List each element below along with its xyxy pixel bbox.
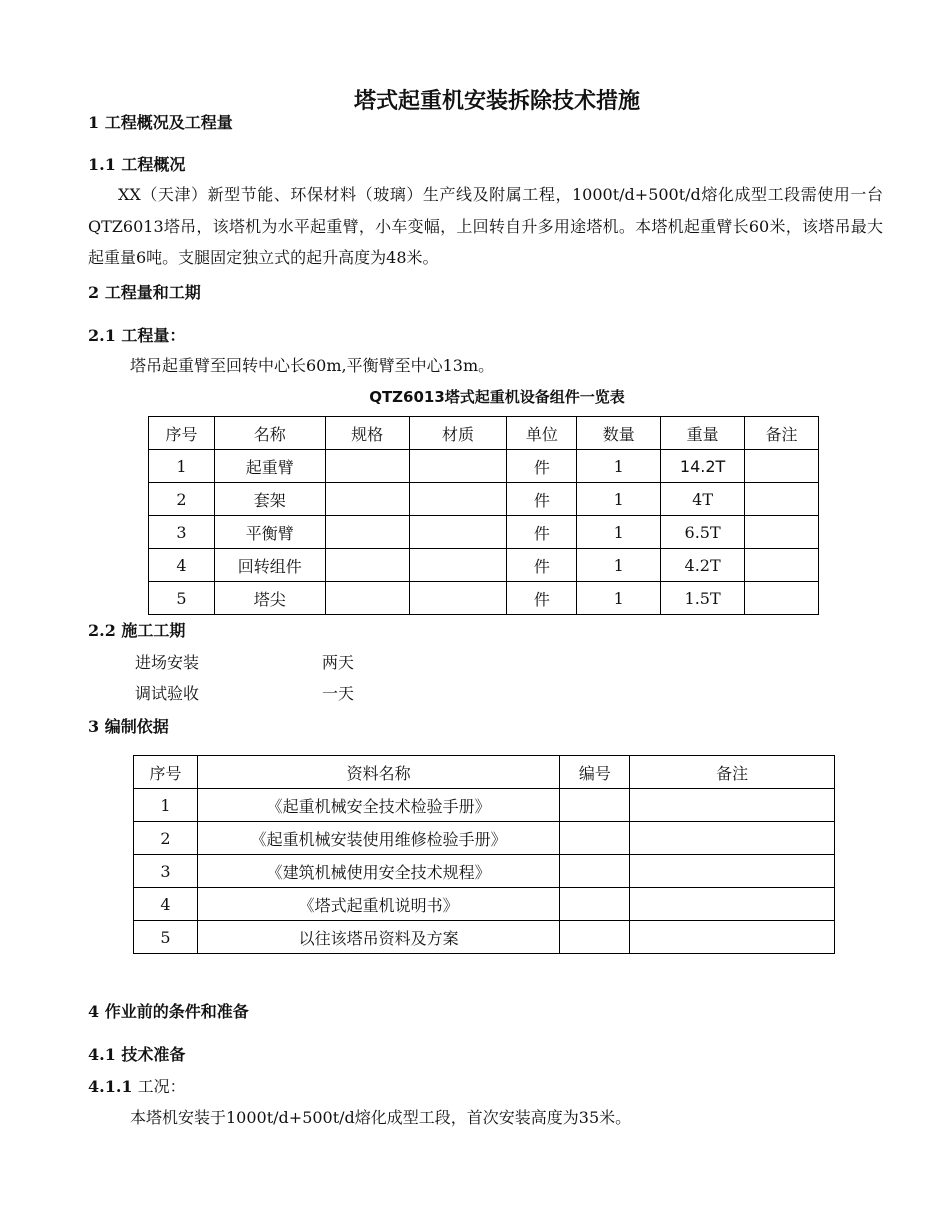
schedule-value: 两天	[322, 653, 355, 672]
table2-header-cell: 备注	[630, 756, 835, 789]
table2-cell: 2	[134, 822, 198, 855]
section-2-1-heading: 2.1 工程量：	[88, 326, 186, 345]
section-4-heading: 4 作业前的条件和准备	[88, 1002, 249, 1021]
table1-cell: 平衡臂	[214, 516, 325, 549]
section-1-heading: 1 工程概况及工程量	[88, 113, 233, 132]
table-row	[134, 855, 835, 888]
table2-header-cell: 编号	[560, 756, 630, 789]
table2-cell	[560, 921, 630, 954]
section-4-1-heading: 4.1 技术准备	[88, 1045, 186, 1064]
table1-cell: 5	[149, 582, 215, 615]
table1-cell: 6.5T	[661, 516, 745, 549]
table-row	[134, 789, 835, 822]
table1-cell	[745, 516, 819, 549]
table2-cell: 3	[134, 855, 198, 888]
table1-cell: 件	[507, 516, 577, 549]
table1-cell: 14.2T	[661, 450, 745, 483]
table1-header-cell: 材质	[409, 417, 507, 450]
table1-cell	[325, 450, 409, 483]
section-2-heading: 2 工程量和工期	[88, 283, 201, 302]
table1-cell: 1	[577, 549, 661, 582]
table1-cell: 1	[577, 582, 661, 615]
components-table	[148, 416, 819, 615]
table2-cell	[560, 789, 630, 822]
table2-cell	[630, 822, 835, 855]
table2-header-row	[134, 756, 835, 789]
table2-cell: 《建筑机械使用安全技术规程》	[197, 855, 559, 888]
section-4-1-1-heading	[88, 1074, 186, 1097]
section-4-1-1-text: 本塔机安装于1000t/d+500t/d熔化成型工段，首次安装高度为35米。	[130, 1108, 632, 1127]
table-row	[149, 516, 819, 549]
table1-cell	[325, 483, 409, 516]
table-row	[134, 921, 835, 954]
table1-cell: 回转组件	[214, 549, 325, 582]
table1-cell: 4T	[661, 483, 745, 516]
table1-cell	[325, 582, 409, 615]
table2-cell	[560, 855, 630, 888]
section-3-heading: 3 编制依据	[88, 717, 169, 736]
section-1-1-paragraph: XX（天津）新型节能、环保材料（玻璃）生产线及附属工程，1000t/d+500t/d熔化成型工段需使用一台QTZ6013塔吊，该塔机为水平起重臂，小车变幅，上回转自升多用途塔机。本塔机起重臂长60米，该塔吊最大起重量6吨。支腿固定独立式的起升高度为48米。	[88, 185, 883, 267]
table1-cell	[409, 516, 507, 549]
table1-cell: 4	[149, 549, 215, 582]
table1-cell: 1	[577, 483, 661, 516]
table1-cell: 2	[149, 483, 215, 516]
table1-cell: 3	[149, 516, 215, 549]
table1-cell: 件	[507, 549, 577, 582]
section-4-1-1-label: 工况：	[137, 1077, 186, 1096]
table2-cell: 《起重机械安装使用维修检验手册》	[197, 822, 559, 855]
table1-cell: 1	[577, 516, 661, 549]
schedule-value: 一天	[322, 684, 355, 703]
table2-cell	[630, 789, 835, 822]
table1-cell: 起重臂	[214, 450, 325, 483]
table1-cell: 件	[507, 483, 577, 516]
table1-cell: 套架	[214, 483, 325, 516]
table2-cell: 4	[134, 888, 198, 921]
table1-cell	[745, 549, 819, 582]
table-row	[134, 888, 835, 921]
table1-header-cell: 备注	[745, 417, 819, 450]
table2-cell: 以往该塔吊资料及方案	[197, 921, 559, 954]
section-4-1-1-number: 4.1.1	[88, 1077, 133, 1096]
table-row	[134, 822, 835, 855]
table1-cell	[745, 483, 819, 516]
table2-cell: 《起重机械安全技术检验手册》	[197, 789, 559, 822]
table-row	[149, 483, 819, 516]
table1-header-cell: 单位	[507, 417, 577, 450]
table2-cell	[630, 855, 835, 888]
table1-cell	[745, 582, 819, 615]
table1-cell: 4.2T	[661, 549, 745, 582]
table2-cell	[560, 888, 630, 921]
schedule-label: 进场安装	[135, 653, 200, 672]
table1-header-cell: 名称	[214, 417, 325, 450]
table2-cell: 5	[134, 921, 198, 954]
table1-cell	[409, 450, 507, 483]
table-row	[149, 549, 819, 582]
table1-header-cell: 规格	[325, 417, 409, 450]
section-2-1-text: 塔吊起重臂至回转中心长60m,平衡臂至中心13m。	[130, 356, 495, 375]
table1-cell	[409, 483, 507, 516]
table1-cell	[409, 549, 507, 582]
table1-cell: 塔尖	[214, 582, 325, 615]
table1-cell: 1.5T	[661, 582, 745, 615]
table1-cell	[325, 549, 409, 582]
table2-cell: 《塔式起重机说明书》	[197, 888, 559, 921]
document-title: 塔式起重机安装拆除技术措施	[353, 89, 640, 114]
table1-cell: 1	[149, 450, 215, 483]
table1-cell	[325, 516, 409, 549]
table1-header-cell: 重量	[661, 417, 745, 450]
table2-cell	[630, 888, 835, 921]
table1-caption: QTZ6013塔式起重机设备组件一览表	[369, 388, 625, 406]
table1-header-cell: 数量	[577, 417, 661, 450]
table-row	[149, 582, 819, 615]
schedule-label: 调试验收	[135, 684, 200, 703]
table1-cell: 1	[577, 450, 661, 483]
table1-cell	[745, 450, 819, 483]
table1-cell	[409, 582, 507, 615]
table-row	[149, 450, 819, 483]
table1-cell: 件	[507, 582, 577, 615]
table2-cell	[630, 921, 835, 954]
table2-cell	[560, 822, 630, 855]
table1-header-cell: 序号	[149, 417, 215, 450]
section-2-2-heading: 2.2 施工工期	[88, 621, 186, 640]
table2-header-cell: 序号	[134, 756, 198, 789]
table1-cell: 件	[507, 450, 577, 483]
table2-header-cell: 资料名称	[197, 756, 559, 789]
table2-cell: 1	[134, 789, 198, 822]
references-table	[133, 755, 835, 954]
table1-header-row	[149, 417, 819, 450]
section-1-1-heading: 1.1 工程概况	[88, 155, 186, 174]
